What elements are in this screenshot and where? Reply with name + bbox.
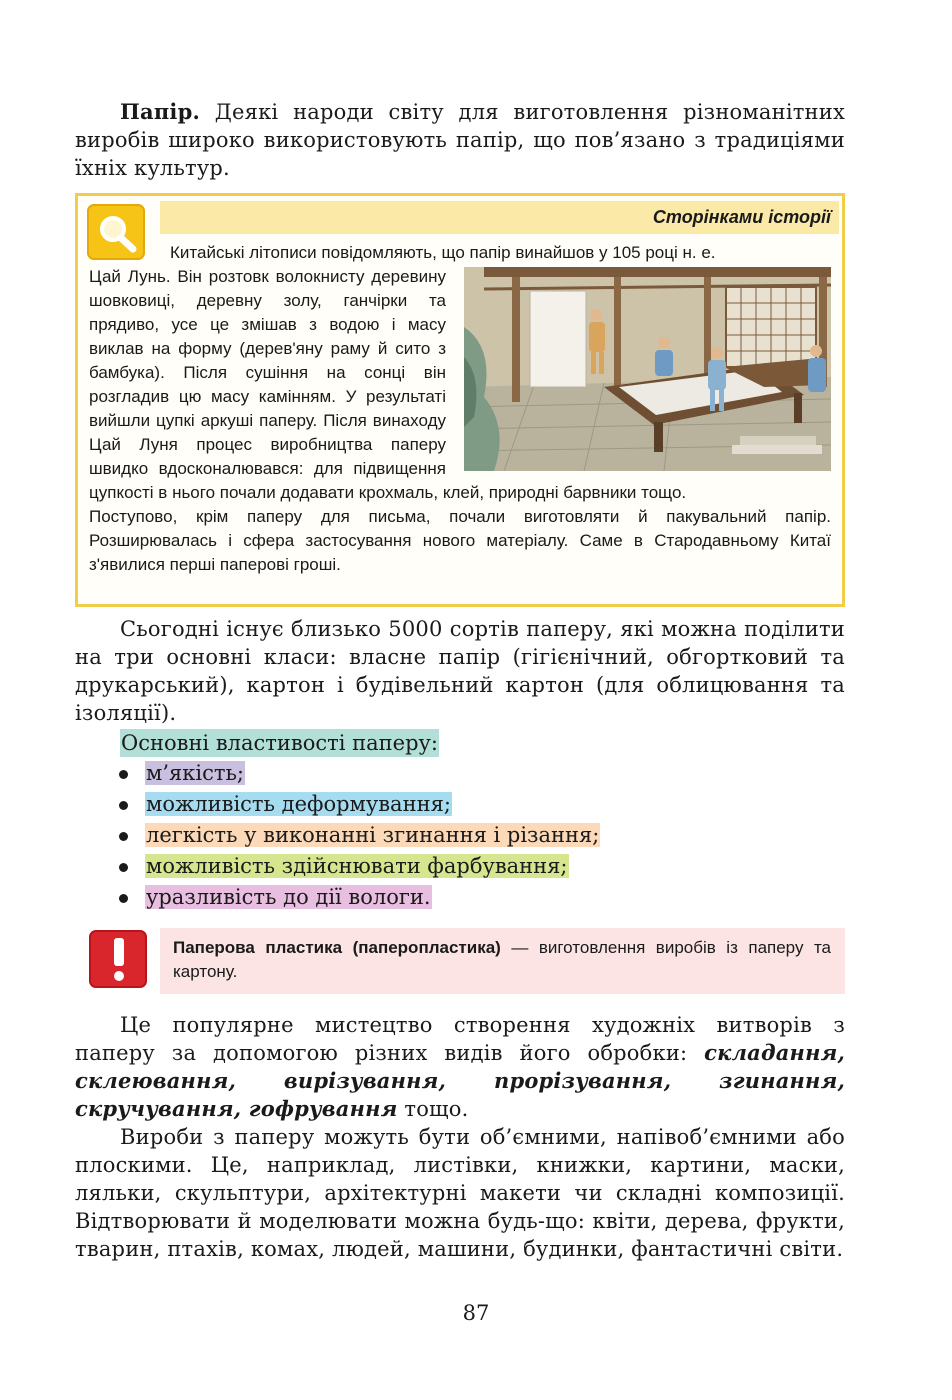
history-box	[75, 193, 845, 607]
sorts-paragraph: Сьогодні існує близько 5000 сортів паперу, які можна поділити на три основні класи: власне папір (гігієнічний, обгортковий та друкарський), картон і будівельний картон (для облицювання та ізоляції).	[75, 617, 845, 725]
bullet-icon	[119, 770, 128, 779]
history-body	[89, 265, 831, 577]
exclamation-icon	[89, 930, 147, 988]
history-paragraph-1: Цай Лунь. Він розтовк волокнисту деревину шовковиці, деревну золу, ганчірки та прядиво, усе це змішав з водою і масу виклав на форму (дерев'яну раму й сито з бамбука). Після сушіння на сонці він розгладив цю масу камінням. У результаті вийшли цупкі аркуші паперу. Після винаходу Цай Луня процес виробництва паперу швидко вдосконалювався: для підвищення цупкості в нього почали додавати крохмаль, клей, природні барвники тощо.	[89, 267, 687, 502]
bullet-icon	[119, 863, 128, 872]
art-paragraph: Це популярне мистецтво створення художніх витворів з паперу за допомогою різних видів його обробки: складання, склеювання, вирізування, прорізування, згинання, скручування, гофрування тощо.	[75, 1013, 845, 1121]
papermaking-illustration	[464, 267, 831, 471]
magnifier-icon	[87, 204, 145, 260]
intro-text: Деякі народи світу для виготовлення різноманітних виробів широко використовують папір, що пов’язано з традиціями їхніх культур.	[75, 100, 845, 180]
history-first-line: Китайські літописи повідомляють, що папір винайшов у 105 році н. е.	[170, 243, 716, 262]
page-content	[75, 98, 845, 1263]
history-paragraph-2: Поступово, крім паперу для письма, почали виготовляти й пакувальний папір. Розширювалась і сфера застосування нового матеріалу. Саме в Стародавньому Китаї з'явилися перші паперові гроші.	[89, 507, 831, 574]
bullet-icon	[119, 832, 128, 841]
properties-title: Основні властивості паперу:	[121, 731, 438, 755]
bullet-icon	[119, 894, 128, 903]
intro-paragraph	[75, 98, 845, 182]
list-item: уразливість до дії вологи.	[115, 883, 845, 914]
art-techniques: складання, склеювання, вирізування, прорізування, згинання, скручування, гофрування	[75, 1040, 845, 1121]
list-item: м’якість;	[115, 759, 845, 790]
list-item: можливість деформування;	[115, 790, 845, 821]
history-header: Сторінками історії	[160, 201, 839, 234]
products-paragraph: Вироби з паперу можуть бути об’ємними, напівоб’ємними або плоскими. Це, наприклад, листівки, книжки, картини, маски, ляльки, скульптури, архітектурні макети чи складні композиції. Відтворювати й моделювати можна будь-що: квіти, дерева, фрукти, тварин, птахів, комах, людей, машини, будинки, фантастичні світи.	[75, 1125, 845, 1261]
list-item: легкість у виконанні згинання і різання;	[115, 821, 845, 852]
intro-term: Папір.	[120, 99, 200, 124]
page-number: 87	[462, 1301, 490, 1325]
properties-list	[115, 759, 845, 914]
list-item: можливість здійснювати фарбування;	[115, 852, 845, 883]
bullet-icon	[119, 801, 128, 810]
definition-box	[75, 928, 845, 994]
definition-term: Паперова пластика (паперопластика)	[173, 938, 501, 957]
definition-text: Паперова пластика (паперопластика) — виготовлення виробів із паперу та картону.	[160, 928, 845, 994]
